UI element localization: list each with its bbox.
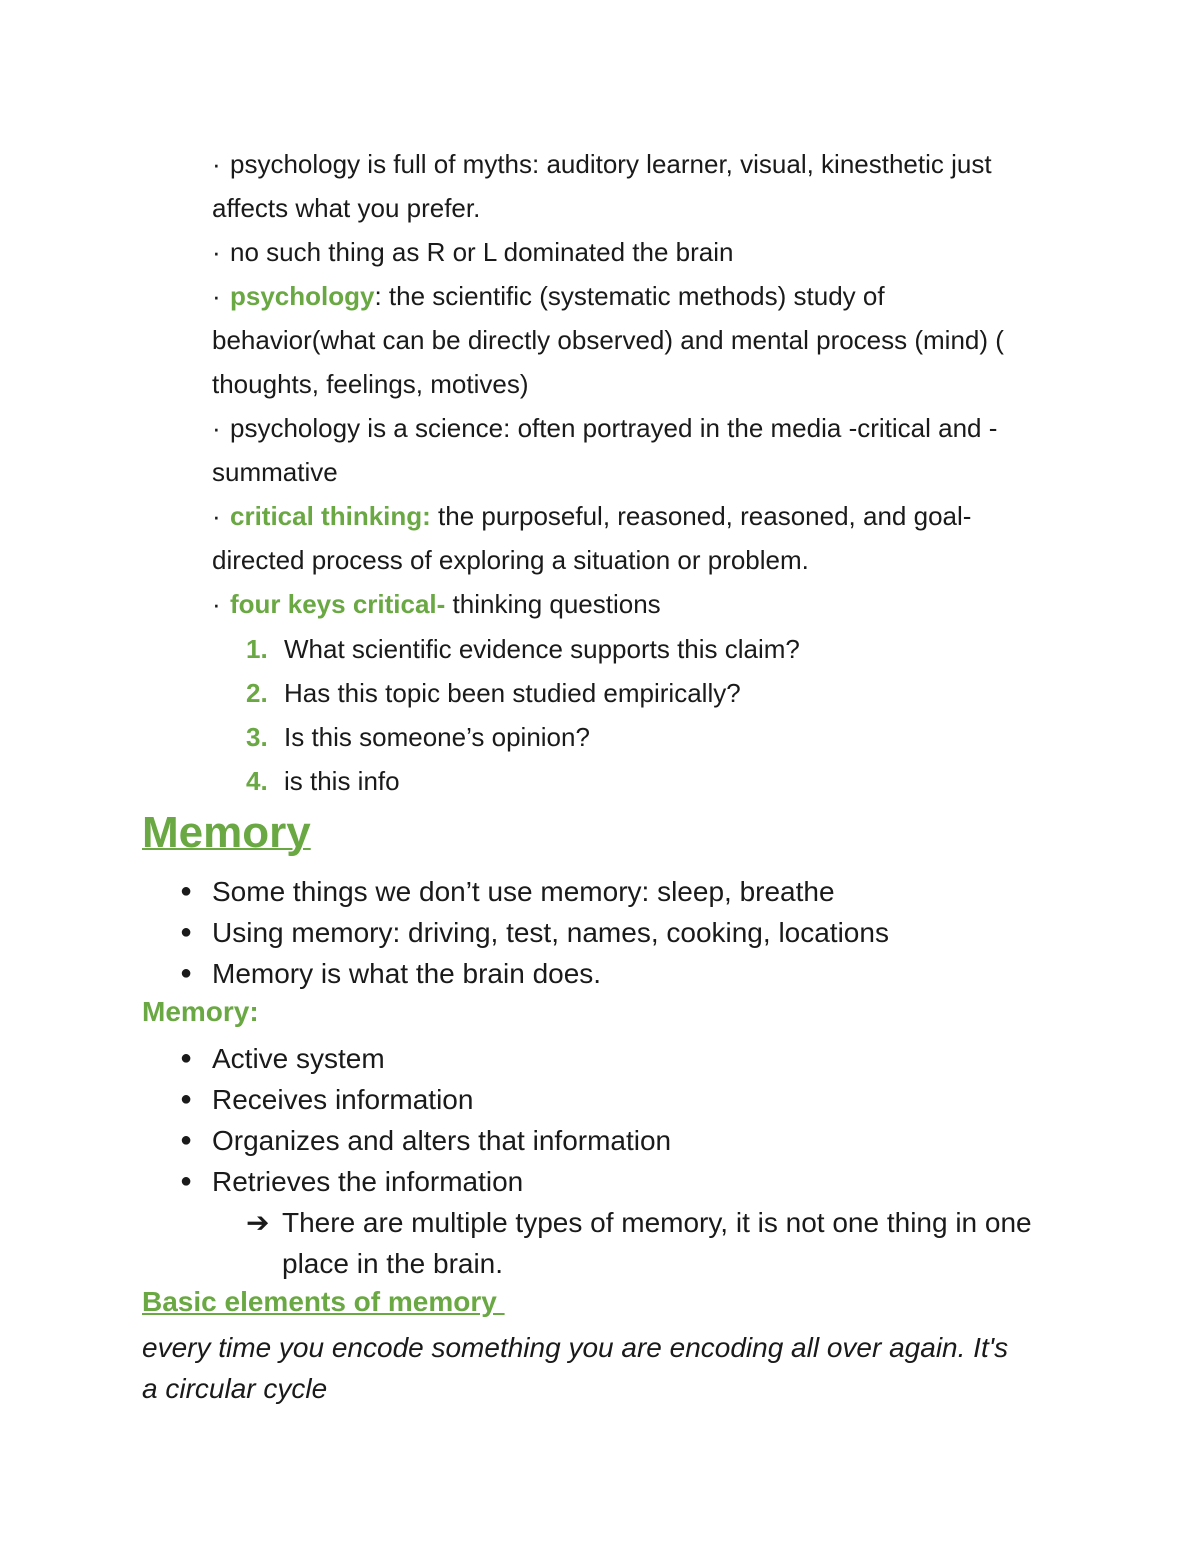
list-item: ● Retrieves the information bbox=[142, 1161, 1072, 1202]
list-item: ● Using memory: driving, test, names, cooking, locations bbox=[142, 912, 1072, 953]
bullet-dot: · bbox=[212, 413, 221, 443]
term-psychology: psychology bbox=[230, 281, 375, 311]
term-four-keys: four keys critical- bbox=[230, 589, 446, 619]
list-item: 1. What scientific evidence supports this claim? bbox=[246, 634, 800, 664]
note-four-keys: · four keys critical- thinking questions bbox=[212, 582, 1052, 626]
list-item: 3. Is this someone’s opinion? bbox=[246, 722, 590, 752]
memory-points bbox=[142, 1038, 1072, 1202]
memory-heading: Memory bbox=[142, 808, 311, 857]
note-myths: · psychology is full of myths: auditory learner, visual, kinesthetic just affects what you prefer. bbox=[212, 142, 1052, 230]
questions-list bbox=[212, 626, 1052, 802]
bullet-icon: ● bbox=[180, 880, 193, 902]
bullet-icon: ● bbox=[180, 1129, 193, 1151]
bullet-dot: · bbox=[212, 589, 221, 619]
psychology-notes bbox=[212, 142, 1052, 802]
bullet-icon: ● bbox=[180, 1088, 193, 1110]
note-psychology-definition: · psychology: the scientific (systematic methods) study of behavior(what can be directly observed) and mental process (mind) ( thoughts, feelings, motives) bbox=[212, 274, 1052, 406]
note-brain-dominance: · no such thing as R or L dominated the brain bbox=[212, 230, 1052, 274]
bullet-dot: · bbox=[212, 237, 221, 267]
bullet-icon: ● bbox=[180, 1170, 193, 1192]
term-critical-thinking: critical thinking: bbox=[230, 501, 431, 531]
basic-elements-text: every time you encode something you are encoding all over again. It's a circular cycle bbox=[142, 1332, 1009, 1404]
list-item: 4. is this info bbox=[246, 766, 400, 796]
list-item: ● Receives information bbox=[142, 1079, 1072, 1120]
list-item: ● Memory is what the brain does. bbox=[142, 953, 1072, 994]
arrow-note-text: There are multiple types of memory, it is not one thing in one place in the brain. bbox=[282, 1207, 1032, 1279]
basic-elements-heading: Basic elements of memory bbox=[142, 1286, 505, 1317]
bullet-dot: · bbox=[212, 149, 221, 179]
note-psychology-science: · psychology is a science: often portrayed in the media -critical and -summative bbox=[212, 406, 1052, 494]
memory-subheading: Memory: bbox=[142, 996, 259, 1027]
arrow-right-icon: ➔ bbox=[246, 1207, 270, 1238]
bullet-icon: ● bbox=[180, 921, 193, 943]
list-item: 2. Has this topic been studied empirically? bbox=[246, 678, 741, 708]
bullet-dot: · bbox=[212, 281, 221, 311]
bullet-icon: ● bbox=[180, 962, 193, 984]
bullet-icon: ● bbox=[180, 1047, 193, 1069]
list-item: ● Some things we don’t use memory: sleep, breathe bbox=[142, 871, 1072, 912]
bullet-dot: · bbox=[212, 501, 221, 531]
list-item: ● Active system bbox=[142, 1038, 1072, 1079]
note-critical-thinking: · critical thinking: the purposeful, reasoned, reasoned, and goal-directed process of exploring a situation or problem. bbox=[212, 494, 1052, 582]
list-item: ● Organizes and alters that information bbox=[142, 1120, 1072, 1161]
memory-bullets bbox=[142, 871, 1072, 994]
